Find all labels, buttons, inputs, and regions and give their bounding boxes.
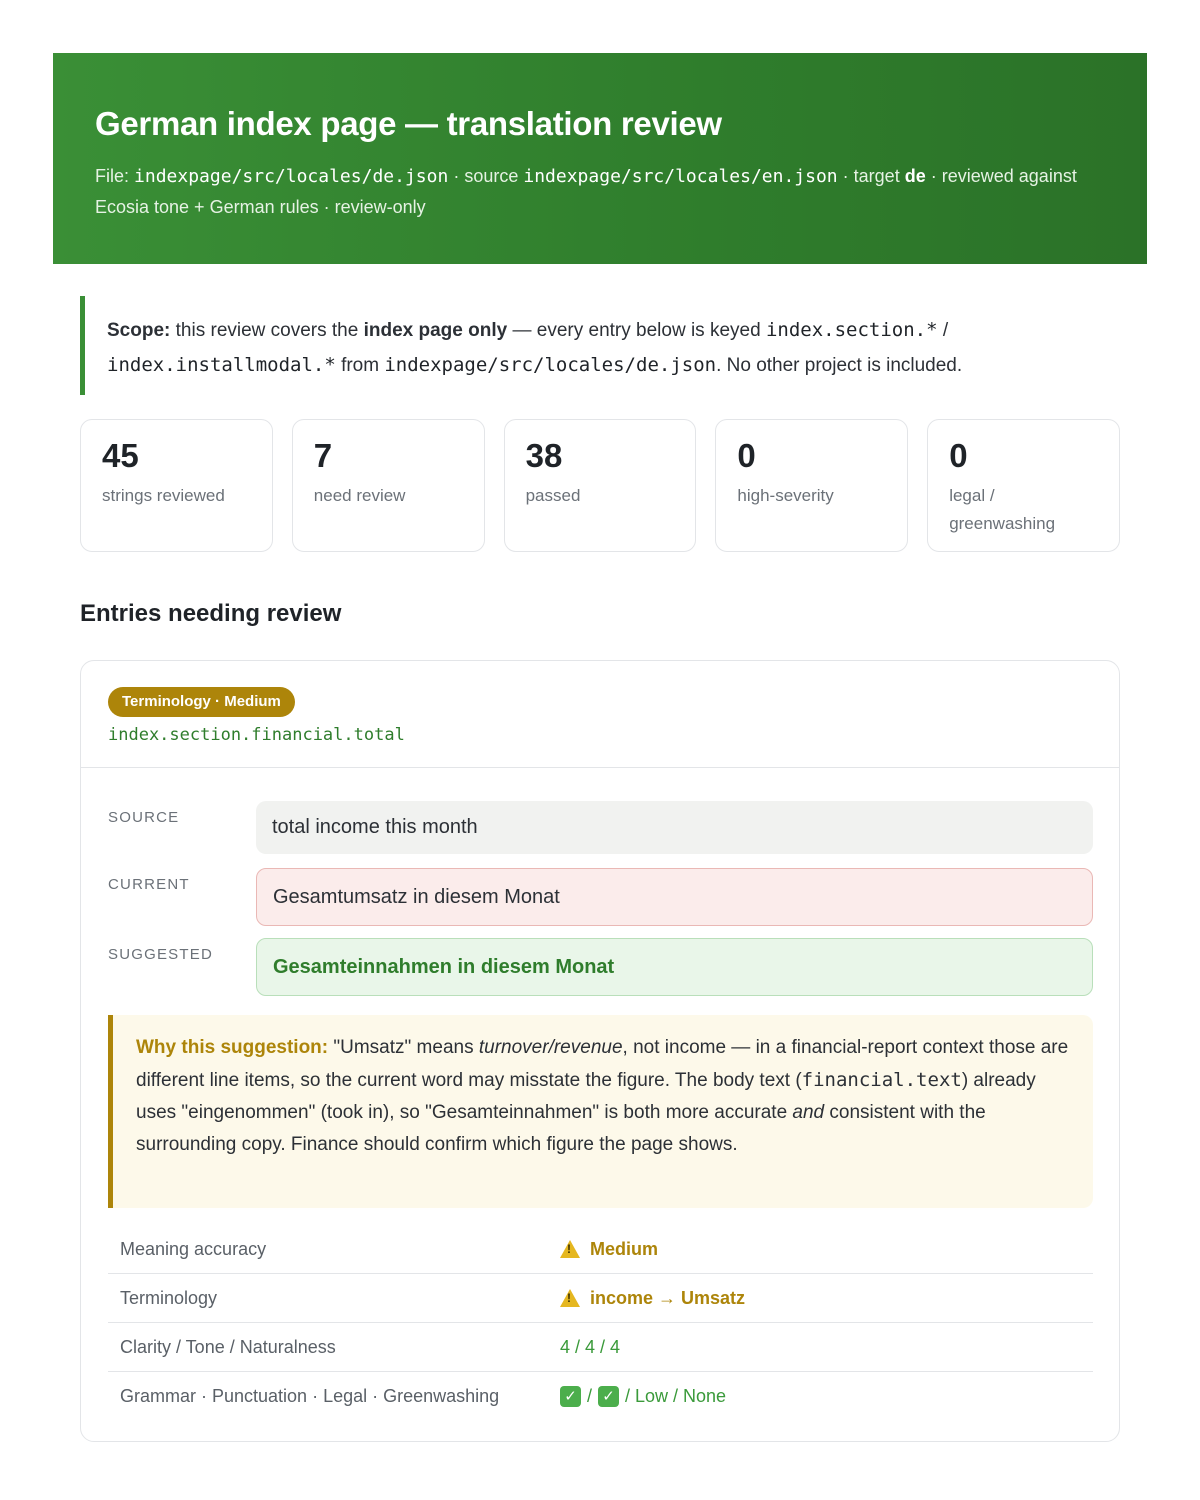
scope-label: Scope: [107,320,171,341]
meta-file: indexpage/src/locales/de.json [134,166,449,187]
why-code: financial.text [801,1069,962,1091]
stat-number: 7 [313,437,333,474]
section-title: Entries needing review [80,600,342,627]
metric-row-grammar [108,1372,1093,1421]
scope-bold: index page only [363,320,508,341]
metric-row-clarity [108,1323,1093,1372]
stat-number: 45 [102,437,139,474]
meta-file-label: File: [95,166,130,186]
warning-icon [560,1240,580,1258]
why-text-2: , not income — in a financial-report context those are different line items, so the current word may misstate the figure. The body text ( [136,1037,1069,1091]
scope-text-1: this review covers the [175,320,359,341]
metric-label: Clarity / Tone / Naturalness [120,1336,336,1357]
stat-number: 0 [949,437,968,474]
scope-key-2: index.installmodal.* [107,354,336,376]
severity-badge: Terminology · Medium [108,687,295,717]
meta-source: indexpage/src/locales/en.json [523,166,838,187]
metric-value [560,1386,726,1407]
source-text: total income this month [256,801,1093,854]
scope-text-2: — every entry below is keyed [512,320,761,341]
metrics-table [108,1225,1093,1421]
meta-rest: · reviewed against Ecosia tone + German rules · review-only [95,166,1077,217]
metric-label: Grammar · Punctuation · Legal · Greenwashing [120,1386,500,1406]
entry-card [80,660,1120,1442]
stat-card-reviewed [80,419,273,552]
stats-row [80,419,1120,552]
scope-sep: / [942,320,949,341]
stat-card-passed [504,419,697,552]
entry-key: index.section.financial.total [108,725,405,745]
header-meta [95,161,1105,223]
entry-card-header [81,661,1119,768]
metric-separator: / [587,1386,593,1406]
metric-value-text: / Low / None [625,1386,727,1406]
why-text-3: ) already uses "eingenommen" (took in), so "Gesamteinnahmen" is both more accurate [136,1070,1036,1123]
stat-label: legal / greenwashing [949,486,1056,533]
metric-value [560,1288,745,1309]
why-emphasis-1: turnover/revenue [478,1037,623,1058]
suggested-text: Gesamteinnahmen in diesem Monat [256,938,1093,996]
why-emphasis-2: and [792,1102,825,1123]
metric-value-text: Medium [590,1238,659,1259]
metric-value: 4 / 4 / 4 [560,1336,621,1357]
meta-target: de [904,166,926,186]
metric-row-meaning [108,1225,1093,1274]
stat-card-high-severity [715,419,908,552]
stat-label: high-severity [737,486,834,505]
scope-text-3: from [341,355,380,376]
check-icon: ✓ [598,1386,619,1407]
page-title: German index page — translation review [95,105,722,142]
why-lead: Why this suggestion: [136,1037,329,1058]
metric-value-text: income → Umsatz [590,1287,746,1308]
scope-text-4: . No other project is included. [716,355,963,376]
why-suggestion-note [108,1015,1093,1208]
warning-icon [560,1289,580,1307]
stat-card-need-review [292,419,485,552]
stat-card-legal [927,419,1120,552]
why-text-4: consistent with the surrounding copy. Finance should confirm which figure the page shows. [136,1102,986,1155]
metric-value [560,1239,658,1260]
meta-source-label: · source [453,166,519,186]
current-label: CURRENT [108,876,190,893]
metric-label: Meaning accuracy [120,1238,267,1259]
stat-label: need review [313,486,406,505]
suggested-label: SUGGESTED [108,946,213,963]
scope-key-1: index.section.* [765,319,938,341]
stat-label: passed [525,486,581,505]
metric-label: Terminology [120,1287,218,1308]
source-label: SOURCE [108,809,180,826]
scope-file: indexpage/src/locales/de.json [384,354,717,376]
current-text: Gesamtumsatz in diesem Monat [256,868,1093,926]
metric-row-terminology [108,1274,1093,1323]
stat-number: 38 [525,437,563,474]
stat-label: strings reviewed [102,486,225,505]
scope-note [80,296,1080,395]
stat-number: 0 [737,437,756,474]
why-text-1: "Umsatz" means [333,1037,474,1058]
check-icon: ✓ [560,1386,581,1407]
report-header [53,53,1147,264]
meta-target-label: · target [842,166,900,186]
